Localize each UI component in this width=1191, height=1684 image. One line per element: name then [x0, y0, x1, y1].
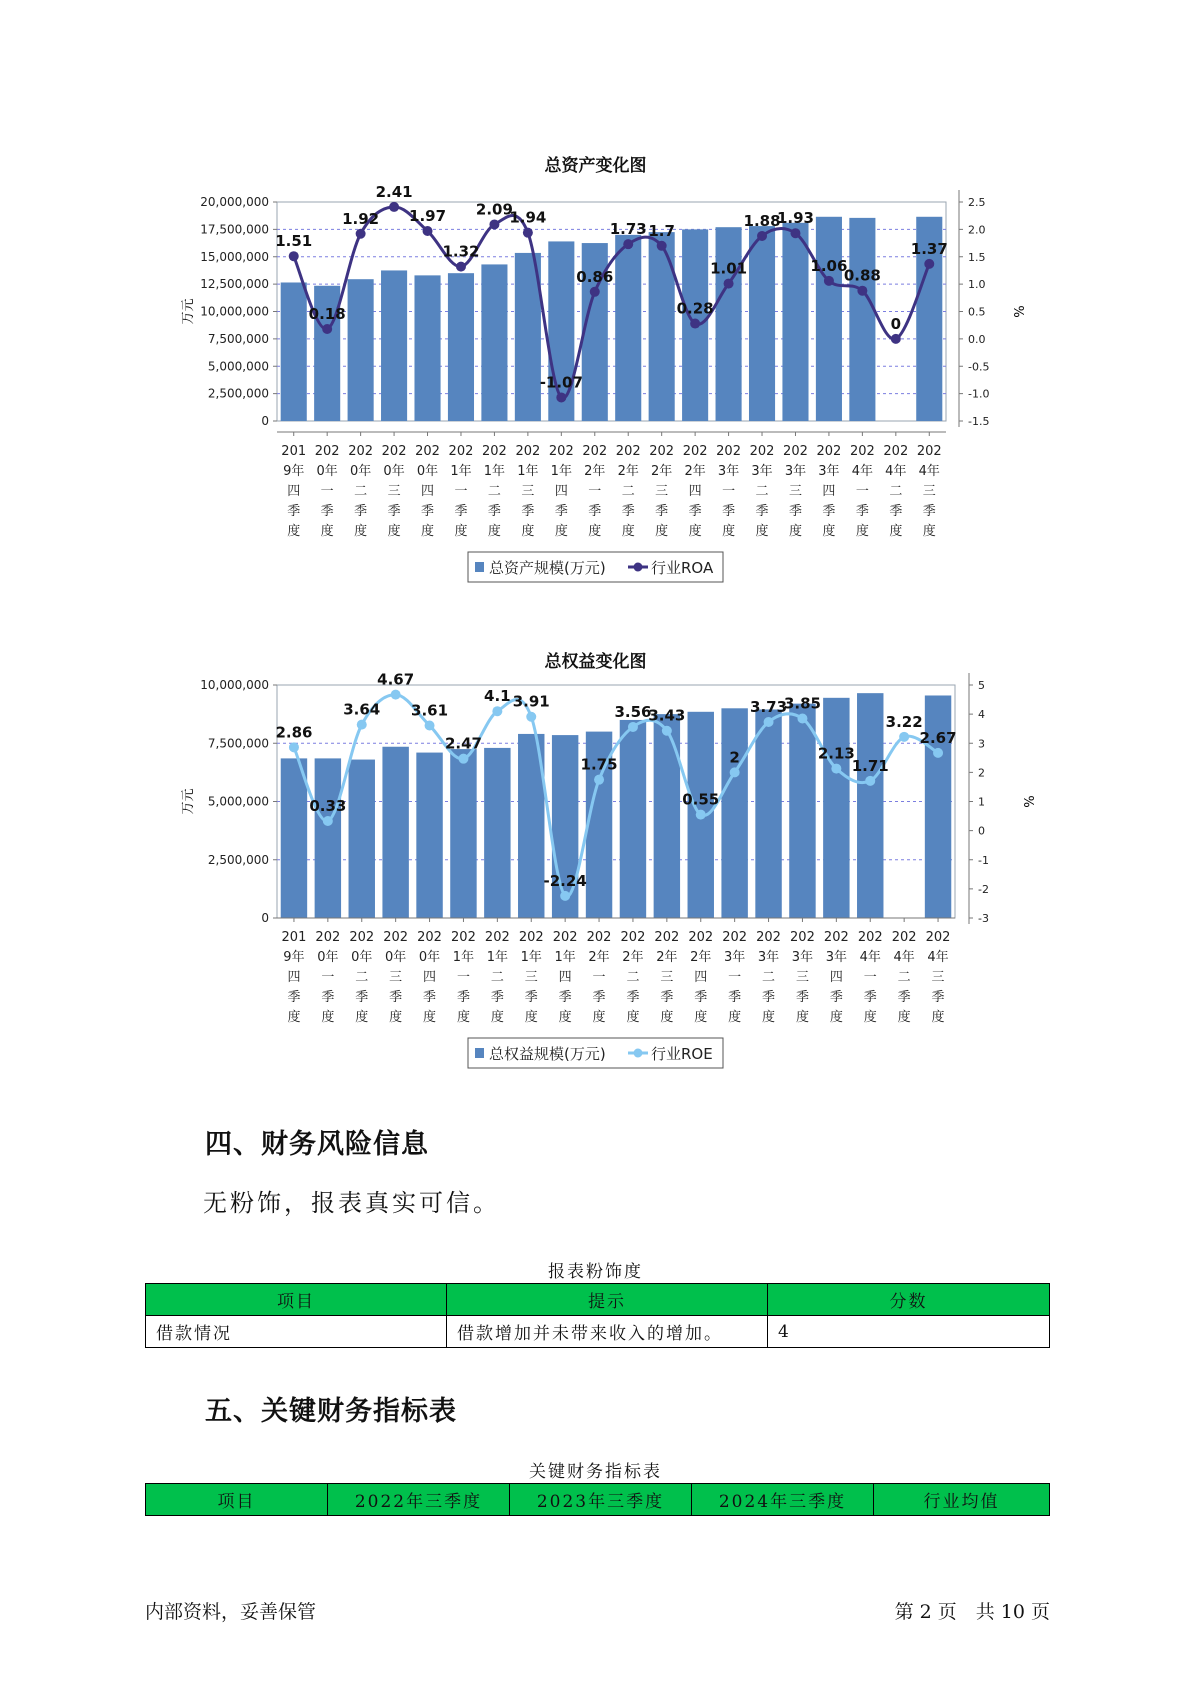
y2-tick-label: 1.5	[968, 250, 986, 264]
line-point	[757, 231, 767, 241]
bar	[615, 235, 641, 421]
bar	[481, 264, 507, 421]
x-tick-label: 202 4年三季度	[925, 930, 951, 1025]
bar	[448, 273, 474, 421]
y2-tick-label: 2.5	[968, 196, 986, 209]
x-tick-label: 202 1年一季度	[451, 930, 476, 1025]
line-point	[492, 706, 502, 716]
data-label: 2.47	[444, 734, 482, 753]
bar	[281, 282, 307, 421]
x-tick-label: 202 1年一季度	[448, 444, 474, 539]
y2-tick-label: 1	[978, 795, 985, 809]
data-label: 4.1	[484, 687, 511, 706]
data-label: 2.09	[475, 200, 513, 219]
data-label: 0.28	[676, 299, 714, 318]
bar	[382, 747, 408, 918]
line-point	[556, 392, 566, 402]
table-header-row	[146, 1284, 1050, 1316]
line-point	[423, 226, 433, 236]
bar	[381, 270, 407, 421]
header-cell: 项目	[146, 1284, 447, 1316]
bar	[789, 704, 815, 918]
x-tick-label: 202 1年三季度	[515, 444, 541, 539]
bar	[414, 275, 440, 421]
x-tick-label: 202 3年二季度	[749, 444, 775, 539]
data-label: 3.91	[512, 692, 550, 711]
y-tick-label: 0	[261, 911, 269, 925]
x-tick-label: 202 4年二季度	[891, 930, 917, 1025]
data-label: -2.24	[543, 871, 587, 890]
line-point	[690, 319, 700, 329]
x-tick-label: 202 4年一季度	[857, 930, 883, 1025]
y2-tick-label: 5	[978, 679, 985, 692]
risk-table-caption: 报表粉饰度	[548, 1262, 643, 1282]
header-cell: 2022年三季度	[328, 1484, 510, 1516]
line-point	[594, 775, 604, 785]
line-point	[657, 241, 667, 251]
x-tick-label: 202 3年三季度	[783, 444, 808, 539]
line-point	[696, 810, 706, 820]
bar	[620, 720, 646, 918]
line-point	[323, 816, 333, 826]
header-cell: 提示	[447, 1284, 768, 1316]
line-point	[628, 722, 638, 732]
bar	[416, 753, 442, 918]
bar	[281, 758, 307, 918]
x-tick-label: 202 2年四季度	[682, 444, 708, 539]
line-point	[790, 228, 800, 238]
y-tick-label: 10,000,000	[200, 304, 269, 319]
y2-tick-label: 2	[978, 766, 985, 780]
x-tick-label: 202 0年二季度	[348, 444, 374, 539]
y2-tick-label: -2	[978, 882, 989, 896]
x-tick-label: 202 4年二季度	[883, 444, 909, 539]
total-equity-chart	[0, 670, 1191, 1096]
x-tick-label: 202 1年二季度	[482, 444, 507, 539]
x-tick-label: 202 2年三季度	[649, 444, 675, 539]
chart1-title: 总资产变化图	[544, 156, 647, 176]
data-label: 1.32	[442, 242, 480, 261]
table-cell: 借款情况	[146, 1316, 447, 1348]
x-tick-label: 202 0年一季度	[314, 444, 340, 539]
data-label: 0.33	[309, 797, 347, 816]
line-point	[391, 690, 401, 700]
bar	[749, 226, 775, 421]
x-tick-label: 202 1年四季度	[548, 444, 574, 539]
chart2-title: 总权益变化图	[544, 652, 647, 672]
data-label: 1.88	[743, 211, 781, 230]
line-point	[356, 229, 366, 239]
bar	[849, 218, 875, 421]
data-label: 1.97	[409, 207, 447, 226]
x-tick-label: 202 0年四季度	[417, 930, 442, 1025]
y2-tick-label: 2.0	[968, 223, 986, 237]
data-label: 3.85	[783, 694, 821, 713]
footer-note: 内部资料，妥善保管	[145, 1601, 317, 1623]
bar	[755, 709, 781, 918]
legend-bar-label: 总资产规模(万元)	[489, 559, 606, 577]
bar	[654, 714, 680, 918]
section4-heading: 四、财务风险信息	[205, 1129, 429, 1160]
y2-tick-label: 0.0	[968, 332, 986, 346]
x-tick-label: 202 2年四季度	[688, 930, 714, 1025]
bar	[649, 232, 675, 421]
x-tick-label: 201 9年四季度	[281, 444, 307, 539]
bar	[348, 279, 374, 421]
line-point	[523, 228, 533, 238]
y2-tick-label: 4	[978, 708, 985, 722]
data-label: 0	[890, 314, 902, 333]
x-tick-label: 202 1年四季度	[552, 930, 578, 1025]
data-label: 1.37	[910, 239, 948, 258]
x-tick-label: 202 2年二季度	[620, 930, 646, 1025]
y2-tick-label: -1	[978, 853, 989, 867]
total-assets-chart	[0, 180, 1191, 600]
y2-tick-label: 0.5	[968, 305, 986, 319]
data-label: 0.55	[682, 790, 720, 809]
data-label: 2.41	[375, 182, 413, 201]
bar	[823, 698, 849, 918]
x-tick-label: 202 2年一季度	[582, 444, 608, 539]
y-tick-label: 5,000,000	[207, 794, 269, 809]
data-label: 3.56	[614, 702, 652, 721]
data-label: 3.73	[750, 697, 788, 716]
line-point	[456, 262, 466, 272]
data-label: -1.07	[539, 373, 583, 392]
legend-line-label: 行业ROA	[651, 559, 714, 577]
legend-bar-swatch	[475, 562, 484, 572]
bar	[716, 227, 742, 421]
data-label: 0.86	[576, 267, 614, 286]
bar	[782, 223, 808, 421]
data-label: 0.88	[843, 266, 881, 285]
line-point	[865, 776, 875, 786]
data-label: 2.13	[817, 744, 855, 763]
x-tick-label: 202 3年二季度	[756, 930, 781, 1025]
bar	[450, 749, 476, 918]
y2-tick-label: -1.5	[968, 415, 990, 428]
legend-bar-label: 总权益规模(万元)	[489, 1045, 606, 1063]
y-tick-label: 5,000,000	[207, 359, 269, 374]
risk-table	[145, 1283, 1050, 1348]
x-tick-label: 202 3年一季度	[722, 930, 748, 1025]
x-tick-label: 202 3年一季度	[716, 444, 741, 539]
bar	[315, 758, 341, 918]
x-tick-label: 201 9年四季度	[281, 930, 307, 1025]
x-tick-label: 202 2年二季度	[615, 444, 641, 539]
data-label: 3.64	[343, 700, 381, 719]
line-point	[590, 287, 600, 297]
y-tick-label: 2,500,000	[207, 852, 269, 867]
header-cell: 2024年三季度	[692, 1484, 874, 1516]
table-cell: 借款增加并未带来收入的增加。	[447, 1316, 768, 1348]
data-label: 2	[729, 748, 740, 767]
data-label: 1.51	[275, 232, 313, 251]
line-point	[797, 713, 807, 723]
line-point	[924, 259, 934, 269]
line-point	[458, 754, 468, 764]
data-label: 1.75	[580, 755, 618, 774]
y2-tick-label: -1.0	[968, 387, 990, 401]
section5-heading: 五、关键财务指标表	[205, 1396, 457, 1427]
indicator-table	[145, 1483, 1050, 1516]
line-point	[623, 239, 633, 249]
table-row	[146, 1316, 1050, 1348]
bar	[552, 735, 578, 918]
bar	[721, 708, 747, 918]
y-axis-title: 万元	[181, 788, 196, 815]
x-tick-label: 202 1年三季度	[518, 930, 544, 1025]
line-point	[425, 720, 435, 730]
page-number: 第 2 页 共 10 页	[894, 1601, 1050, 1623]
y2-tick-label: -0.5	[968, 360, 990, 374]
x-tick-label: 202 3年四季度	[823, 930, 849, 1025]
line-point	[526, 712, 536, 722]
legend-line-label: 行业ROE	[651, 1045, 713, 1063]
x-tick-label: 202 3年四季度	[816, 444, 842, 539]
bar	[484, 748, 510, 918]
y-tick-label: 7,500,000	[207, 331, 269, 346]
x-tick-label: 202 3年三季度	[790, 930, 815, 1025]
y2-tick-label: 3	[978, 737, 985, 751]
y-tick-label: 0	[261, 414, 269, 428]
data-label: 1.92	[342, 209, 380, 228]
header-cell: 行业均值	[874, 1484, 1050, 1516]
data-label: 3.22	[885, 712, 923, 731]
y-tick-label: 7,500,000	[207, 736, 269, 751]
legend-bar-swatch	[475, 1048, 484, 1058]
y2-tick-label: -3	[978, 912, 989, 925]
data-label: 3.43	[648, 706, 686, 725]
y-tick-label: 20,000,000	[200, 195, 269, 209]
line-point	[724, 279, 734, 289]
legend-line-marker	[634, 1049, 643, 1058]
x-tick-label: 202 4年一季度	[849, 444, 875, 539]
data-label: 1.01	[710, 259, 748, 278]
legend-line-marker	[634, 563, 643, 572]
data-label: 1.06	[810, 256, 848, 275]
line-point	[857, 286, 867, 296]
line-point	[289, 742, 299, 752]
data-label: 0.18	[308, 305, 346, 324]
line-point	[389, 202, 399, 212]
y-tick-label: 12,500,000	[200, 277, 269, 292]
y2-axis-title: %	[1010, 305, 1025, 318]
line-point	[899, 732, 909, 742]
table-header-row	[146, 1484, 1050, 1516]
line-point	[831, 764, 841, 774]
bar	[816, 217, 842, 421]
y2-axis-title: %	[1020, 795, 1035, 808]
data-label: 1.93	[776, 209, 814, 228]
data-label: 1.73	[609, 220, 647, 239]
header-cell: 项目	[146, 1484, 328, 1516]
line-point	[764, 717, 774, 727]
section4-text: 无粉饰，报表真实可信。	[203, 1189, 500, 1217]
x-tick-label: 202 0年二季度	[349, 930, 375, 1025]
line-point	[824, 276, 834, 286]
y2-tick-label: 0	[978, 824, 985, 838]
data-label: 1.71	[851, 756, 889, 775]
line-point	[357, 720, 367, 730]
line-point	[289, 251, 299, 261]
x-tick-label: 202 1年二季度	[484, 930, 510, 1025]
data-label: 2.86	[275, 723, 313, 742]
y-tick-label: 17,500,000	[200, 222, 269, 237]
line-point	[933, 748, 943, 758]
x-tick-label: 202 2年一季度	[586, 930, 612, 1025]
header-cell: 2023年三季度	[510, 1484, 692, 1516]
header-cell: 分数	[768, 1284, 1050, 1316]
y-tick-label: 10,000,000	[200, 678, 269, 692]
line-point	[662, 726, 672, 736]
x-tick-label: 202 2年三季度	[654, 930, 680, 1025]
x-tick-label: 202 0年三季度	[383, 930, 409, 1025]
line-point	[489, 219, 499, 229]
x-tick-label: 202 0年四季度	[415, 444, 440, 539]
line-point	[322, 324, 332, 334]
line-point	[891, 334, 901, 344]
x-tick-label: 202 0年一季度	[315, 930, 341, 1025]
y-tick-label: 15,000,000	[200, 249, 269, 264]
x-tick-label: 202 0年三季度	[381, 444, 407, 539]
y-tick-label: 2,500,000	[207, 386, 269, 401]
data-label: 3.61	[411, 701, 449, 720]
line-point	[730, 767, 740, 777]
x-tick-label: 202 4年三季度	[916, 444, 942, 539]
bar	[349, 760, 375, 918]
indicator-table-caption: 关键财务指标表	[529, 1462, 662, 1482]
data-label: 2.67	[919, 728, 957, 747]
y2-tick-label: 1.0	[968, 278, 986, 292]
bar	[857, 693, 883, 918]
y-axis-title: 万元	[181, 298, 196, 325]
table-cell: 4	[768, 1316, 1050, 1348]
data-label: 1.94	[509, 208, 547, 227]
line-point	[560, 891, 570, 901]
data-label: 4.67	[377, 670, 415, 689]
data-label: 1.7	[648, 221, 675, 240]
